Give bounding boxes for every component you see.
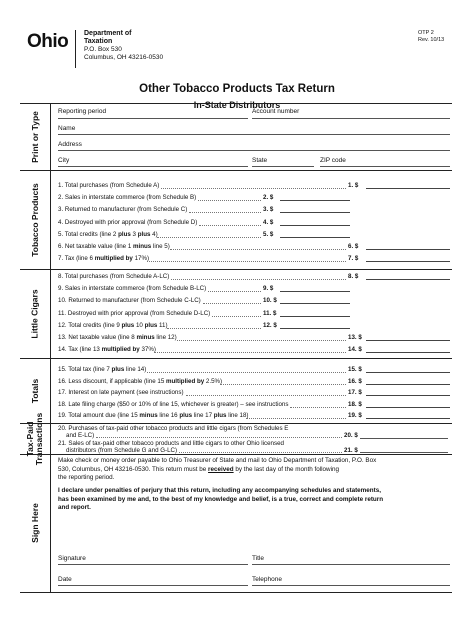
total-line-leader xyxy=(220,384,346,385)
cigar-line-text: 8. Total purchases (from Schedule A-LC) xyxy=(58,273,170,280)
tobacco-line-leader xyxy=(170,249,346,250)
total-line-ref: 16. $ xyxy=(348,377,362,385)
tobacco-line-row xyxy=(58,206,450,216)
tobacco-line-ref: 4. $ xyxy=(263,218,274,226)
cigar-line-ref: 11. $ xyxy=(263,309,277,317)
line-21-ref: 21. $ xyxy=(344,447,358,454)
logo-divider xyxy=(75,30,76,68)
section-rule xyxy=(20,358,452,359)
total-line-text: 17. Interest on late payment (see instructions) xyxy=(58,389,184,396)
cigar-line-leader xyxy=(171,279,346,280)
section-rule xyxy=(20,103,452,104)
total-line-ref: 19. $ xyxy=(348,412,362,419)
tobacco-line-row xyxy=(58,231,450,241)
section-rule xyxy=(20,592,452,593)
total-line-amount-field[interactable] xyxy=(366,395,450,396)
tobacco-line-leader xyxy=(199,225,261,226)
cigar-line-amount-field[interactable] xyxy=(280,303,350,304)
reporting-period-label: Reporting period xyxy=(58,108,107,115)
side-label-tobacco: Tobacco Products xyxy=(30,182,40,257)
cigar-line-leader xyxy=(167,328,261,329)
cigar-line-row xyxy=(58,346,450,356)
cigar-line-amount-field[interactable] xyxy=(366,279,450,280)
address-label: Address xyxy=(58,141,82,148)
cigar-line-amount-field[interactable] xyxy=(366,352,450,353)
total-line-text: 19. Total amount due (line 15 minus line 16 plus line 17 plus line 18) xyxy=(58,412,249,419)
total-line-row xyxy=(58,389,450,399)
tobacco-line-text: 4. Destroyed with prior approval (from Schedule D) xyxy=(58,218,198,226)
date-field[interactable] xyxy=(58,585,248,586)
total-line-ref: 15. $ xyxy=(348,366,362,373)
signature-field[interactable] xyxy=(58,564,248,565)
total-line-amount-field[interactable] xyxy=(366,418,450,419)
agency-name: Department of Taxation xyxy=(84,30,132,45)
total-line-ref: 18. $ xyxy=(348,400,362,408)
zip-label: ZIP code xyxy=(320,157,346,164)
cigar-line-leader xyxy=(177,340,346,341)
total-line-text: 18. Late filing charge ($50 or 10% of line 15, whichever is greater) – see instructions xyxy=(58,400,289,408)
section-rule xyxy=(20,423,452,424)
cigar-line-leader xyxy=(212,316,261,317)
name-field[interactable] xyxy=(58,134,450,135)
form-code: OTP 2 xyxy=(418,30,434,36)
cigar-line-row xyxy=(58,273,450,283)
total-line-row xyxy=(58,378,450,388)
cigar-line-text: 12. Total credits (line 9 plus 10 plus 11) xyxy=(58,321,168,329)
form-subtitle: In-State Distributors xyxy=(193,100,281,110)
tobacco-line-row xyxy=(58,219,450,229)
tobacco-line-amount-field[interactable] xyxy=(280,200,350,201)
cigar-line-leader xyxy=(208,291,261,292)
cigar-line-ref: 9. $ xyxy=(263,285,274,293)
cigar-line-ref: 14. $ xyxy=(348,346,362,354)
tobacco-line-text: 2. Sales in interstate commerce (from Schedule B) xyxy=(58,194,197,202)
tobacco-line-amount-field[interactable] xyxy=(366,261,450,262)
total-line-row xyxy=(58,412,450,422)
tobacco-line-amount-field[interactable] xyxy=(280,225,350,226)
tobacco-line-ref: 2. $ xyxy=(263,194,274,202)
city-field[interactable] xyxy=(58,166,248,167)
tobacco-line-text: 1. Total purchases (from Schedule A) xyxy=(58,182,160,189)
cigar-line-row xyxy=(58,334,450,344)
line-21-amount-field[interactable] xyxy=(360,452,448,453)
section-rule xyxy=(20,454,452,455)
total-line-leader xyxy=(290,407,346,408)
side-label-print: Print or Type xyxy=(30,110,41,163)
total-line-row xyxy=(58,366,450,376)
cigar-line-amount-field[interactable] xyxy=(280,291,350,292)
cigar-line-ref: 13. $ xyxy=(348,334,362,341)
tobacco-line-ref: 3. $ xyxy=(263,206,274,214)
account-number-label: Account number xyxy=(252,108,300,115)
line-21-text-b: distributors (from Schedule G and G-LC) xyxy=(66,447,178,454)
line-20-ref: 20. $ xyxy=(344,432,358,439)
line-21-text-a: 21. Sales of tax-paid other tobacco products and little cigars to other Ohio licensed xyxy=(58,440,284,447)
cigar-line-leader xyxy=(154,352,346,353)
cigar-line-row xyxy=(58,285,450,295)
tobacco-line-text: 3. Returned to manufacturer (from Schedule C) xyxy=(58,206,188,214)
side-label-cigars: Little Cigars xyxy=(30,288,40,339)
zip-field[interactable] xyxy=(320,166,450,167)
total-line-amount-field[interactable] xyxy=(366,384,450,385)
cigar-line-text: 9. Sales in interstate commerce (from Schedule B-LC) xyxy=(58,285,207,293)
address-field[interactable] xyxy=(58,150,450,151)
tobacco-line-ref: 6. $ xyxy=(348,243,359,250)
form-title: Other Tobacco Products Tax Return xyxy=(139,83,335,95)
city-label: City xyxy=(58,157,70,164)
telephone-field[interactable] xyxy=(252,585,450,586)
account-number-field[interactable] xyxy=(252,118,450,119)
title-label: Title xyxy=(252,555,265,562)
received-emphasis: received xyxy=(208,465,234,473)
tobacco-line-amount-field[interactable] xyxy=(280,212,350,213)
line-20-text-a: 20. Purchases of tax-paid other tobacco products and little cigars (from Schedules E xyxy=(58,425,289,432)
tobacco-line-row xyxy=(58,243,450,253)
agency-block xyxy=(84,30,163,62)
total-line-amount-field[interactable] xyxy=(366,372,450,373)
tobacco-line-leader xyxy=(189,212,261,213)
form-revision: Rev. 10/13 xyxy=(418,37,445,43)
total-line-leader xyxy=(246,418,346,419)
cigar-line-ref: 12. $ xyxy=(263,321,277,329)
tobacco-line-amount-field[interactable] xyxy=(366,249,450,250)
tobacco-line-ref: 7. $ xyxy=(348,255,359,263)
ohio-logo: Ohio xyxy=(27,31,69,52)
side-label-taxpaid: Tax-Paid Transactions xyxy=(25,412,44,465)
cigar-line-row xyxy=(58,310,450,320)
cigar-line-amount-field[interactable] xyxy=(280,316,350,317)
mailing-instructions: Make check or money order payable to Ohio Treasurer of State and mail to Ohio Department of Taxation, P.O. Box 530, Columbus, OH 43216-0530. This return must be received by the last day of the month following the reporting period. xyxy=(58,457,377,481)
tobacco-line-text: 7. Tax (line 6 multiplied by 17%) xyxy=(58,255,150,263)
tobacco-line-ref: 5. $ xyxy=(263,230,274,238)
section-rule xyxy=(20,170,452,171)
side-label-sign: Sign Here xyxy=(30,503,40,543)
form-id-block xyxy=(418,30,444,44)
tobacco-line-text: 6. Net taxable value (line 1 minus line 5) xyxy=(58,243,170,250)
signature-label: Signature xyxy=(58,555,86,562)
title-field[interactable] xyxy=(252,564,450,565)
line-20-amount-field[interactable] xyxy=(360,438,448,439)
perjury-declaration: I declare under penalties of perjury that this return, including any accompanying schedules and statements, has been examined by me and, to the best of my knowledge and belief, is a true, correct and complete return and report. xyxy=(58,487,384,511)
cigar-line-amount-field[interactable] xyxy=(366,340,450,341)
line-21-leader xyxy=(179,452,342,453)
tobacco-line-leader xyxy=(161,188,346,189)
cigar-line-text: 11. Destroyed with prior approval (from Schedule D-LC) xyxy=(58,309,211,317)
tobacco-line-amount-field[interactable] xyxy=(280,237,350,238)
cigar-line-text: 13. Net taxable value (line 8 minus line 12) xyxy=(58,334,177,341)
agency-address-line1: P.O. Box 530 xyxy=(84,46,122,53)
tobacco-line-ref: 1. $ xyxy=(348,182,359,189)
cigar-line-row xyxy=(58,322,450,332)
tobacco-line-row xyxy=(58,182,450,192)
cigar-line-leader xyxy=(203,303,261,304)
cigar-line-amount-field[interactable] xyxy=(280,328,350,329)
tobacco-line-row xyxy=(58,194,450,204)
section-rule xyxy=(20,269,452,270)
tobacco-line-leader xyxy=(147,261,346,262)
state-label: State xyxy=(252,157,268,164)
line-20-text-b: and E-LC) xyxy=(66,432,95,439)
line-20-leader xyxy=(96,437,342,438)
agency-address-line2: Columbus, OH 43216-0530 xyxy=(84,54,164,61)
cigar-line-ref: 8. $ xyxy=(348,273,359,280)
total-line-text: 16. Less discount, if applicable (line 15 multiplied by 2.5%) xyxy=(58,377,223,385)
cigar-line-row xyxy=(58,297,450,307)
tobacco-line-leader xyxy=(198,200,261,201)
total-line-amount-field[interactable] xyxy=(366,407,450,408)
total-line-ref: 17. $ xyxy=(348,389,362,396)
total-line-row xyxy=(58,401,450,411)
side-label-totals: Totals xyxy=(30,378,40,403)
cigar-line-text: 10. Returned to manufacturer (from Schedule C-LC) xyxy=(58,297,201,305)
cigar-line-ref: 10. $ xyxy=(263,297,277,305)
tobacco-line-amount-field[interactable] xyxy=(366,188,450,189)
name-label: Name xyxy=(58,125,76,132)
tobacco-line-row xyxy=(58,255,450,265)
telephone-label: Telephone xyxy=(252,576,282,583)
tobacco-line-text: 5. Total credits (line 2 plus 3 plus 4) xyxy=(58,230,158,238)
reporting-period-field[interactable] xyxy=(58,118,248,119)
date-label: Date xyxy=(58,576,72,583)
state-field[interactable] xyxy=(252,166,314,167)
total-line-text: 15. Total tax (line 7 plus line 14) xyxy=(58,366,147,373)
total-line-leader xyxy=(186,395,346,396)
cigar-line-text: 14. Tax (line 13 multiplied by 37%) xyxy=(58,346,156,354)
total-line-leader xyxy=(147,372,346,373)
tobacco-line-leader xyxy=(157,237,261,238)
